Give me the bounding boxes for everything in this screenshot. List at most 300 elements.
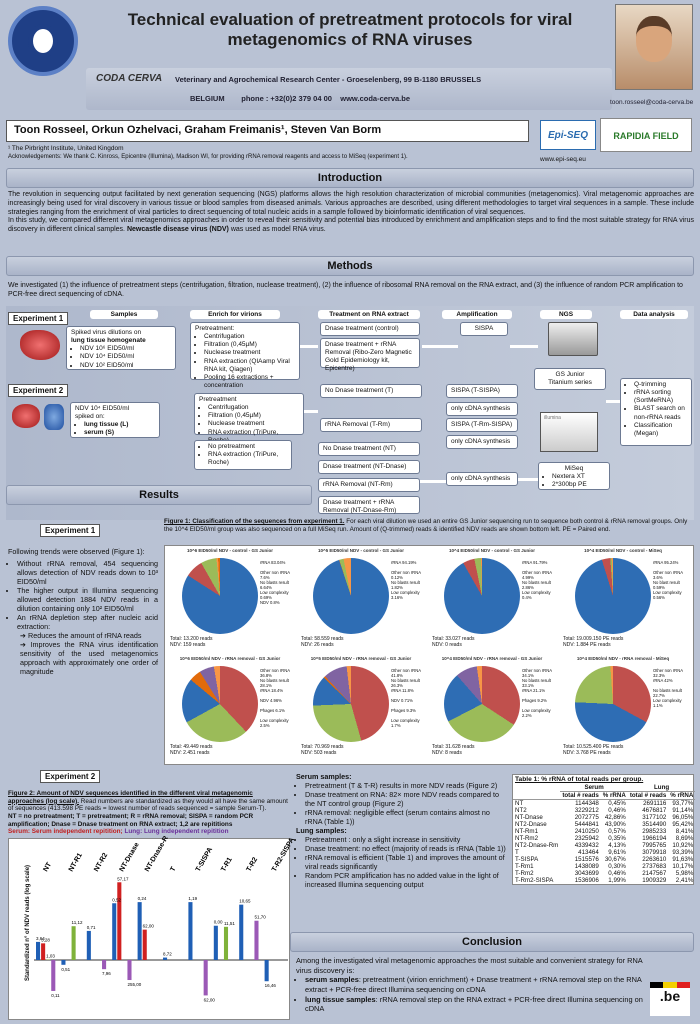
amp-cdna-1: only cDNA synthesis (446, 402, 518, 416)
chart-data-label: 0,71 (86, 924, 96, 930)
table1-body (513, 800, 695, 885)
trend-sub-1-text: Reduces the amount of rRNA reads (28, 631, 142, 640)
chart-data-label: 7,96 (102, 971, 111, 977)
exp1-pre-title: Pretreatment: (195, 325, 235, 332)
pie-legend-item: Phages 9.3% (391, 708, 416, 713)
table-cell: 91,63% (672, 856, 694, 863)
exp1-ndv6: • NDV 10⁶ EID50/ml (80, 345, 171, 353)
pie-legend-item: Low complexity 3.16% (391, 590, 420, 601)
lung-item-4: • Random PCR amplification has no added value in the light of increased Illumina sequencing output (305, 871, 508, 889)
pie-chart (313, 558, 389, 634)
table-cell: 0,35% (608, 835, 626, 842)
rapidia-logo: RAPIDIA FIELD (600, 118, 692, 152)
pie-legend-item: Other non rRNA 32.3% (653, 668, 683, 679)
pie-legend-item: No blasts result 26.3% (391, 678, 420, 689)
pie-legend-item: Low complexity 0.69% (260, 590, 289, 601)
chart-bar (188, 902, 192, 960)
chart-category-label: NT-Dnase-R (143, 835, 170, 873)
results-exp1-label: Experiment 1 (40, 524, 100, 537)
pie-reads (432, 636, 475, 648)
pie-ndv: NDV: 0 reads (432, 642, 462, 648)
be-logo (650, 982, 690, 1016)
logo-inner (28, 24, 58, 58)
amp-t-sispa: SISPA (T-SISPA) (446, 384, 518, 398)
pie-legend-item: Other non rRNA 3.6% (653, 570, 683, 581)
pie-chart (182, 666, 258, 742)
chart-data-label: 16,46 (264, 983, 276, 989)
chart-data-label: 0,52 (112, 897, 121, 903)
table-cell: NT-Rm1 (515, 828, 539, 835)
chart-category-label: T-R1 (220, 856, 234, 873)
table-row (513, 800, 695, 808)
pie-legend-item: No blasts result 22.7% (653, 688, 682, 699)
exp1-ndv2: • NDV 10² EID50/ml (80, 362, 171, 370)
chart-data-label: 1,03 (46, 953, 55, 959)
conclusion-lung-bold: lung tissue samples (305, 994, 376, 1004)
table-cell: 4339432 (574, 842, 599, 849)
table-cell: 2072775 (574, 814, 599, 821)
pie-total: Total: 58.559 reads (301, 636, 344, 642)
table-cell: NT2-Dnase (515, 821, 547, 828)
table-cell: 3043699 (574, 870, 599, 877)
table-row (513, 828, 695, 835)
chart-bar (41, 943, 45, 960)
table-cell: 1438089 (574, 863, 599, 870)
pie-title: 10^4 EID50/ml NDV - control - GS Junior (449, 548, 535, 553)
chart-bar (117, 882, 121, 960)
exp1-samples-box (66, 326, 176, 370)
affiliation: ¹ The Pirbright Institute, United Kingdom (8, 145, 124, 152)
table-cell: 91,14% (672, 807, 694, 814)
table-row (513, 821, 695, 828)
lung-heading: Lung samples: (296, 826, 347, 835)
trends-intro: Following trends were observed (Figure 1): (8, 547, 145, 556)
episeq-url[interactable]: www.epi-seq.eu (540, 156, 586, 163)
trend-3: • An rRNA depletion step after nucleic acid extraction: (17, 613, 158, 631)
serum-image (44, 404, 64, 430)
chart-bar (204, 960, 208, 995)
intro-paragraph-2 (8, 217, 694, 235)
analysis-box (620, 378, 692, 446)
pie-total: Total: 49.449 reads (170, 744, 213, 750)
table-cell: 93,77% (672, 800, 694, 807)
pie-legend-item: Other non rRNA 34.1% (522, 668, 552, 679)
conclusion-intro: Among the investigated viral metagenomic approaches the most suitable and convenient strategy for RNA virus discovery is: (296, 956, 643, 975)
chart-bar (138, 902, 142, 960)
lung-item-3: • rRNA removal is efficient (Table 1) and improves the amount of viral reads significantly (305, 853, 508, 871)
conclusion-lung-text: : rRNA removal step on the RNA extract + PCR-free direct Illumina sequencing on cDNA (305, 994, 643, 1014)
chart-data-label: 11,12 (71, 920, 83, 926)
table-cell: 1144348 (575, 800, 599, 807)
figure2-caption-bold: Figure 2: Amount of NDV sequences identified in the different viral metagenomic approaches (log scale). (8, 790, 253, 805)
chart-data-label: 0,11 (51, 992, 60, 998)
table-cell: 1536906 (574, 877, 599, 884)
pie-total: Total: 19.009.150 PE reads (563, 636, 624, 642)
figure2-legend: NT = no pretreatment; T = pretreatment; R = rRNA removal; SISPA = random PCR amplification; Dnase = Dnase treatment on RNA extract; 1,2 are repititions (8, 813, 254, 828)
chart-data-label: 1,19 (188, 896, 198, 902)
intro-p2-end: was used as model RNA virus. (228, 226, 326, 233)
pie-legend-item: Phages 6.1% (260, 708, 285, 713)
chart-data-label: 62,00 (142, 923, 154, 929)
table-cell: 413464 (578, 849, 599, 856)
chart-bar (254, 921, 258, 960)
treat-t: No Dnase treatment (T) (320, 384, 422, 398)
authors: Toon Rosseel, Orkun Ozhelvaci, Graham Freimanis¹, Steven Van Borm (14, 124, 382, 136)
pie-title: 10^6 EID50/ml NDV - control - GS Junior (187, 548, 273, 553)
gs-junior-box (534, 368, 606, 390)
trends-text (8, 547, 158, 676)
pie-total: Total: 31.628 reads (432, 744, 475, 750)
table-row (513, 842, 695, 849)
pie-title: 10^4 EID50/ml NDV - rRNA removal - MiSeq (576, 656, 670, 661)
pie-legend-item: No blasts result 28.1% (260, 678, 289, 689)
trend-1: • Without rRNA removal, 454 sequencing allows detection of NDV reads down to 10³ EID50/ml (17, 559, 158, 586)
table-cell: 2325942 (574, 835, 599, 842)
trend-sub-2: ➔ Improves the RNA virus identification sensitivity of the used metagenomics approach with approximately one order of magnitude (20, 640, 158, 676)
sispa-box: SISPA (460, 322, 508, 336)
table-cell: 30,67% (604, 856, 626, 863)
intro-text (8, 191, 694, 235)
table-cell: 8,69% (675, 835, 694, 842)
exp1-pre-3: • Nuclease treatment (204, 349, 295, 357)
figure2-lung-legend: Lung: Lung independent repitition (124, 828, 229, 836)
pie-ndv: NDV: 159 reads (170, 642, 206, 648)
table-cell: 4676817 (642, 807, 667, 814)
table-cell: T-SISPA (515, 856, 539, 863)
table-cell: 0,46% (608, 870, 626, 877)
table-cell: 1909329 (642, 877, 667, 884)
table-cell: 2147567 (642, 870, 667, 877)
pie-legend-item: rRNA 94.19% (391, 560, 417, 565)
table-cell: T-Rm1 (515, 863, 534, 870)
analysis-4: • Classification (Megan) (634, 422, 687, 438)
pie-legend-item: No blast result 0.59% (653, 580, 680, 591)
pie-legend-item: NDV 0.71% (391, 698, 413, 703)
pie-legend-item: rRNA 95.24% (653, 560, 679, 565)
table-cell: 9,61% (608, 849, 626, 856)
table-cell: 93,39% (672, 849, 694, 856)
exp2-pretreatment-box (194, 393, 304, 435)
col-hdr-enrich: Enrich for virions (190, 310, 280, 319)
gs-titanium: Titanium series (548, 379, 592, 387)
pie-legend-item: rRNA 83.04% (260, 560, 286, 565)
chart-bar (51, 960, 55, 991)
flow-arrow-2 (422, 345, 458, 348)
table-cell: 2,41% (675, 877, 694, 884)
pie-legend-item: Other non rRNA 41.8% (391, 668, 421, 679)
serum-lung-text (296, 772, 508, 889)
amp-cdna-2: only cDNA synthesis (446, 435, 518, 449)
pie-title: 10^5 EID50/ml NDV - control - GS Junior (318, 548, 404, 553)
chart-bar (72, 926, 76, 960)
chart-category-label: NT-R1 (67, 851, 84, 873)
table1 (512, 774, 694, 885)
pie-legend-item: rRNA 11.8% (391, 688, 414, 693)
table-cell: 42,86% (604, 814, 626, 821)
table-row (513, 849, 695, 856)
intro-paragraph-1: The revolution in sequencing output facilitated by next generation sequencing (NGS) platforms allows the high resolution characterization of microbial communities (metagenomics). Viral metagenomic approaches are increasingly being used for viral discovery in various tissue or blood samples from diseased animals. Various approaches are described, using different methodologies to target viral sequences in a sample. These include strategies ranging from the enrichment of viral particles to direct sequencing of total nucleic acids in a sample followed by bioinformatic identification of viral sequences. (8, 191, 694, 216)
table-cell: NT-Rm2 (515, 835, 539, 842)
conclusion-serum-text: : pretreatment (virion enrichment) + Dnase treatment + rRNA removal step on the RNA extract + PCR-free direct Illumina sequencing on cDNA (305, 975, 642, 994)
table-row (513, 835, 695, 842)
exp2-serum: • serum (S) (84, 429, 155, 437)
table-cell: 2691116 (643, 800, 667, 807)
chart-bar (265, 960, 269, 981)
chart-category-label: NT (42, 861, 54, 873)
no-pre-1: • No pretreatment (208, 443, 287, 451)
exp2-pre-2: • Filtration (0,45µM) (208, 412, 299, 420)
pie-legend-item: rRNA 18.4% (260, 688, 284, 693)
col-hdr-samples: Samples (90, 310, 158, 319)
trend-2: • The higher output in Illumina sequencing allowed detection 1884 NDV reads in a dilution containing only 10² EID50/ml (17, 586, 158, 613)
amp-t-rm-sispa: SISPA (T-Rm-SISPA) (446, 418, 518, 432)
table-cell: NT2-Dnase-Rm (515, 842, 559, 849)
chart-category-label: T-R2 (245, 856, 260, 873)
serum-heading: Serum samples: (296, 772, 352, 781)
pie-title: 10^5 EID50/ml NDV - rRNA removal - GS Junior (310, 656, 412, 661)
table-sub-2: % rRNA (602, 792, 626, 799)
pie-chart (575, 666, 651, 742)
figure2-bar-chart (34, 835, 297, 1018)
miseq-box (538, 462, 610, 490)
pie-total: Total: 13.200 reads (170, 636, 213, 642)
flow-arrow-1 (300, 345, 318, 348)
table-cell: 0,46% (608, 807, 626, 814)
chart-bar (87, 931, 91, 960)
table-sub-4: % rRNA (670, 792, 694, 799)
chart-data-label: 255,00 (127, 982, 142, 988)
methods-heading: Methods (6, 256, 694, 276)
chart-bar (102, 960, 106, 969)
treat-nt-dnase-rm: Dnase treatment + rRNA Removal (NT-Dnase-Rm) (318, 496, 420, 514)
pie-legend-item: No blasts result 33.1% (522, 678, 551, 689)
table-cell: 10,92% (672, 842, 694, 849)
conclusion-text (296, 956, 646, 1014)
chart-category-label: NT-R2 (93, 851, 110, 873)
episeq-logo: Epi-SEQ (540, 120, 596, 150)
intro-p2-text: In this study, we compared different viral metagenomics approaches in order to reveal their sensitivity and potential bias introduced by enrichment and amplification steps and to find the most suitable strategy for RNA virus discovery in different clinical samples. (8, 217, 694, 233)
pie-legend-item: Low complexity 1.1% (653, 698, 682, 709)
table-blank (513, 784, 560, 792)
pie-ndv: NDV: 503 reads (301, 750, 337, 756)
pie-chart (575, 558, 651, 634)
miseq-pe: • 2*300bp PE (552, 481, 605, 489)
table-cell: 0,57% (608, 828, 626, 835)
trend-sub-1: ➔ Reduces the amount of rRNA reads (20, 631, 142, 640)
analysis-3: • BLAST search on non-rRNA reads (634, 405, 687, 421)
table-cell: 2263610 (642, 856, 667, 863)
col-hdr-ngs: NGS (540, 310, 592, 319)
institution-line1: Veterinary and Agrochemical Research Center - Groeselenberg, 99 B-1180 BRUSSELS (175, 75, 482, 84)
pie-legend-item: No blasts result 1.82% (391, 580, 420, 591)
miseq: MiSeq (564, 465, 584, 472)
analysis-1: • Q-trimming (634, 381, 687, 389)
chart-category-label: T-SISPA (194, 846, 215, 873)
table-cell: 8,41% (675, 828, 694, 835)
pie-ndv: NDV: 1.884 PE reads (563, 642, 611, 648)
exp1-pre-1: • Centrifugation (204, 333, 295, 341)
figure1-caption-text: For each viral dilution we used an entire GS Junior sequencing run to sequence both control & rRNA removal groups. Only the 10^4 EID50/ml group was also sequenced on a full MiSeq run. Amount of (Q-trimmed) reads & identified NDV reads are shown bottom left. PE = Paired end. (164, 518, 688, 533)
exp2-samples-box (70, 402, 160, 438)
figure1-caption (164, 518, 694, 533)
col-hdr-analysis: Data analysis (620, 310, 688, 319)
pie-legend-item: Other non rRNA 7.6% (260, 570, 290, 581)
pie-legend-item: rRNA 21.1% (522, 688, 546, 693)
chart-data-label: 62,00 (203, 997, 215, 1003)
chart-data-label: 3,64 (36, 935, 45, 941)
flow-arrow-4 (606, 400, 620, 403)
chart-bar (239, 905, 243, 960)
table-cell: 3079918 (642, 849, 667, 856)
table-cell: T-Rm2-SISPA (515, 877, 554, 884)
table-cell: 2737683 (642, 863, 667, 870)
pie-chart (182, 558, 258, 634)
table-cell: T (515, 849, 519, 856)
chart-data-label: 51,70 (254, 914, 266, 920)
chart-bar (127, 960, 131, 980)
figure2-caption-text: Read numbers are standardized as they would all have the same amount of sequences (413.598 PE reads = lowest number of reads sequenced = sample Serum-T). (8, 797, 288, 813)
flow-arrow-7 (518, 478, 538, 481)
pie-reads (563, 636, 623, 648)
pie-reads (170, 636, 213, 648)
figure2-caption (8, 790, 288, 836)
figure2-serum-legend: Serum: Serum independent repitition; (8, 828, 123, 836)
pie-legend-item: Other non rRNA 36.8% (260, 668, 290, 679)
pie-ndv: NDV: 2.451 reads (170, 750, 210, 756)
serum-item-3: • rRNA removal: negligible effect (serum contains almost no rRNA (Table 1)) (305, 808, 508, 826)
lung-image-2 (12, 404, 40, 428)
chart-bar (61, 960, 65, 965)
table-row (513, 877, 695, 884)
pie-title: 10^4 EID50/ml NDV - rRNA removal - GS Junior (441, 656, 543, 661)
chart-data-label: 0,51 (61, 966, 71, 972)
treat-nt-dnase: Dnase treatment (NT-Dnase) (318, 460, 420, 474)
pie-legend-item: Low complexity 2.5% (260, 718, 289, 729)
pie-reads (301, 636, 344, 648)
serum-item-2: • Dnase treatment on RNA: 82× more NDV reads compared to the NT control group (Figure 2) (305, 790, 508, 808)
table-cell: 2410250 (574, 828, 599, 835)
illumina-label: illumina (544, 415, 561, 421)
treat-nt: No Dnase treatment (NT) (318, 442, 420, 456)
acknowledgements: Acknowledgements: We thank C. Kinross, Epicentre (Illumina), Madison WI, for providing rRNA removal reagents and access to MiSeq (experiment 1). (8, 154, 408, 160)
treatment-control-box: Dnase treatment (control) (320, 322, 420, 336)
pie-chart (444, 666, 520, 742)
chart-data-label: 11,51 (223, 920, 235, 926)
intro-heading: Introduction (6, 168, 694, 188)
table-cell: NT-Dnase (515, 814, 543, 821)
table-cell: NT (515, 800, 524, 807)
amp-cdna-3: only cDNA synthesis (446, 472, 518, 486)
table-row (513, 863, 695, 870)
lung-image-1 (20, 330, 60, 360)
pie-legend-item: rRNA 42% (653, 678, 673, 683)
pie-legend-item: NDV 4.96% (260, 698, 282, 703)
pie-legend-item: Phages 9.2% (522, 698, 547, 703)
no-pre-2: • RNA extraction (TriPure, Roche) (208, 451, 287, 467)
table-col-serum: Serum (560, 784, 628, 792)
chart-bar (112, 903, 116, 960)
chart-bar (143, 930, 147, 960)
exp1-samples-line: Spiked virus dilutions on (71, 329, 142, 336)
chart-category-label: T-R2-SISPA (270, 836, 297, 873)
table-cell: 10,17% (672, 863, 694, 870)
exp1-pre-2: • Filtration (0,45µM) (204, 341, 295, 349)
table-sub-3: total # reads (629, 792, 667, 799)
table-row (513, 856, 695, 863)
institution-name: CODA CERVA (96, 73, 163, 84)
treatment-rrna-box: Dnase treatment + rRNA Removal (Ribo-Zero Magnetic Gold Epidemiology kit, Epicentre) (320, 338, 420, 368)
chart-bar (163, 958, 167, 960)
table-cell: 1,99% (608, 877, 626, 884)
chart-data-label: 0,00 (213, 919, 223, 925)
pie-total: Total: 70.969 reads (301, 744, 344, 750)
chart-data-label: 8,72 (163, 951, 172, 957)
pie-legend-item: Low complexity 0.4% (522, 590, 551, 601)
exp1-pre-5: • Pooling 16 extractions + concentration (204, 374, 295, 390)
exp2-pre-3: • Nuclease treatment (208, 420, 299, 428)
pie-legend-item: NDV 0.8% (260, 600, 280, 605)
col-hdr-treatment: Treatment on RNA extract (318, 310, 420, 319)
conclusion-lung (305, 995, 646, 1014)
exp2-spiked: spiked on: (75, 413, 105, 421)
intro-ndv: Newcastle disease virus (NDV) (126, 226, 229, 233)
chart-bar (36, 942, 40, 960)
pie-chart (444, 558, 520, 634)
flow-arrow-5 (304, 410, 318, 413)
results-heading: Results (6, 485, 312, 505)
pie-ndv: NDV: 26 reads (301, 642, 334, 648)
chart-data-label: 3,28 (41, 937, 50, 943)
no-pretreatment-box (194, 440, 292, 470)
chart-category-label: T (169, 865, 178, 873)
chart-bar (214, 926, 218, 960)
pie-ndv: NDV: 8 reads (432, 750, 462, 756)
pie-reads (301, 744, 344, 756)
figure1-caption-bold: Figure 1: Classification of the sequences from experiment 1. (164, 518, 345, 525)
exp2-pre-4: • RNA extraction (TriPure, (208, 429, 299, 445)
table-cell: 5,98% (675, 870, 694, 877)
table-cell: T-Rm2 (515, 870, 534, 877)
serum-item-1: • Pretreatment (T & T-R) results in more NDV reads (Figure 2) (305, 781, 508, 790)
institution-line2: BELGIUM phone : +32(0)2 379 04 00 www.coda-cerva.be (190, 94, 411, 103)
exp1-label: Experiment 1 (8, 312, 68, 325)
table-cell: 95,42% (672, 821, 694, 828)
pie-reads (563, 744, 623, 756)
table-row (513, 807, 695, 814)
table-cell: 1515576 (574, 856, 599, 863)
table-col-lung: Lung (628, 784, 696, 792)
flow-arrow-3 (510, 345, 538, 348)
pie-legend-item: Low complexity 2.2% (522, 708, 551, 719)
pie-legend-item: No blasts result 2.86% (522, 580, 551, 591)
chart-data-label: 10,65 (239, 898, 251, 904)
pie-chart (313, 666, 389, 742)
treat-t-rm: rRNA Removal (T-Rm) (320, 418, 422, 432)
pie-total: Total: 33.027 reads (432, 636, 475, 642)
conclusion-serum (305, 975, 646, 994)
email-link[interactable]: toon.rosseel@coda-cerva.be (610, 99, 694, 106)
table-cell: 5444841 (574, 821, 599, 828)
table-cell: 0,45% (608, 800, 626, 807)
pie-reads (432, 744, 475, 756)
pie-legend-item: Low complexity 0.56% (653, 590, 682, 601)
lung-item-2: • Dnase treatment: no effect (majority of reads is rRNA (Table 1)) (305, 844, 508, 853)
table-cell: 7995765 (642, 842, 667, 849)
chart-data-label: 57,17 (117, 876, 129, 882)
table-cell: 43,90% (604, 821, 626, 828)
pie-title: 10^4 EID50/ml NDV - control - MiSeq (584, 548, 662, 553)
exp1-pretreatment-box (190, 322, 300, 389)
